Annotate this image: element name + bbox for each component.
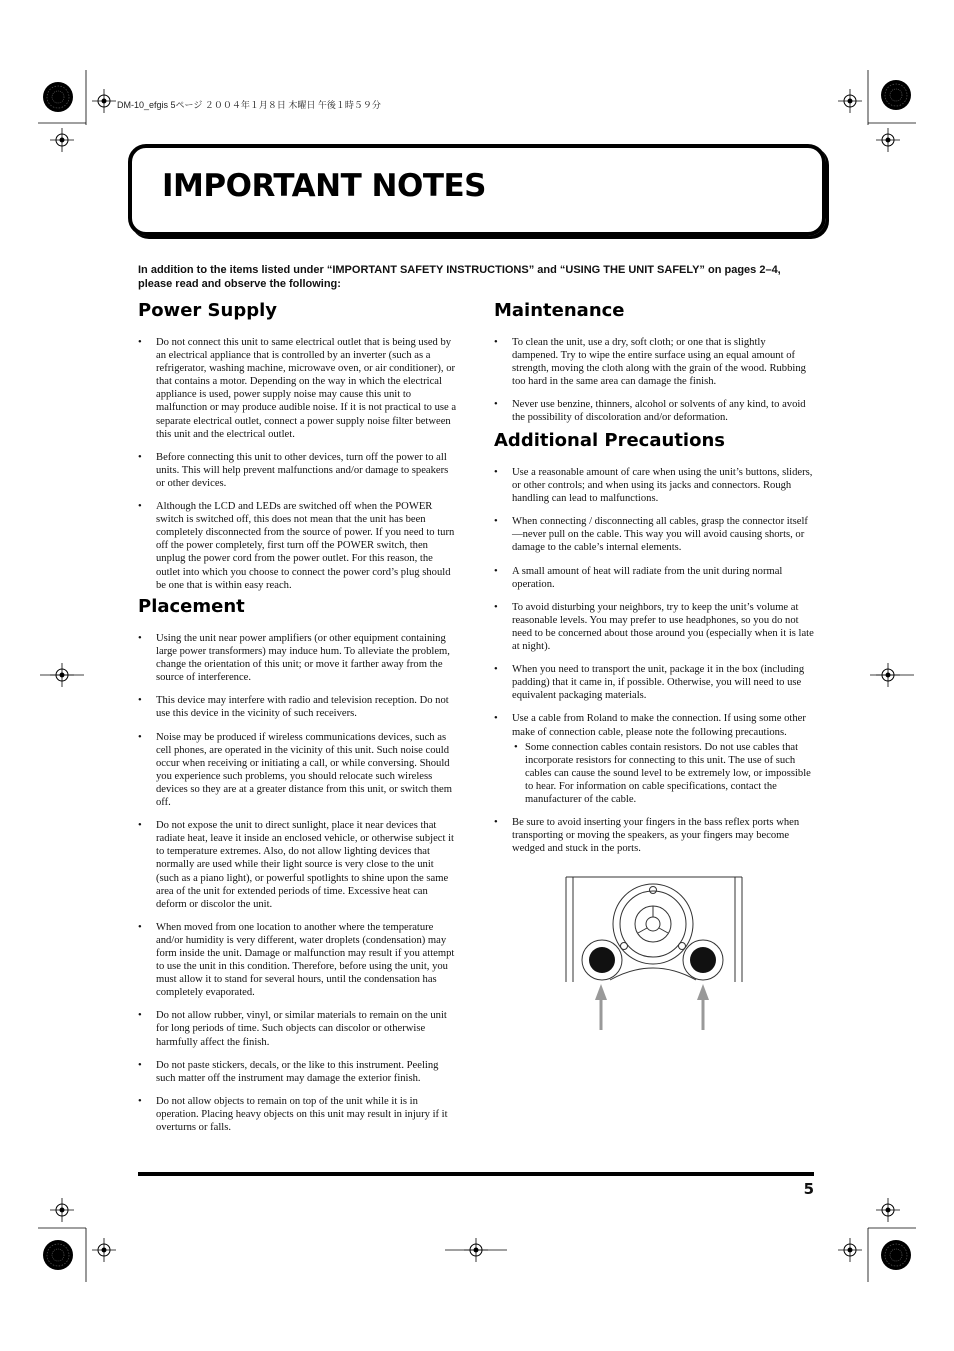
list-item: • To avoid disturbing your neighbors, try to keep the unit’s volume at reasonable levels. You may prefer to use headphones, so you do not need to be concerned about those around you (especially when it is late at night).: [494, 601, 814, 653]
list-item: • Be sure to avoid inserting your fingers in the bass reflex ports when transporting or moving the speakers, as your fingers may become wedged and stuck in the ports.: [494, 816, 814, 855]
list-item: • When connecting / disconnecting all cables, grasp the connector itself—never pull on the cable. This way you will avoid causing shorts, or damage to the cable’s internal elements.: [494, 515, 814, 554]
list-item: • When moved from one location to another where the temperature and/or humidity is very different, water droplets (condensation) may form inside the unit. Damage or malfunction may result if you attempt to use the unit in this condition. Therefore, before using the unit, you must allow it to stand for several hours, until the condensation has completely evaporated.: [138, 921, 458, 1000]
intro-paragraph: In addition to the items listed under “IMPORTANT SAFETY INSTRUCTIONS” and “USING THE UNIT SAFELY” on pages 2–4, please read and observe the following:: [138, 264, 781, 290]
list-item: • Never use benzine, thinners, alcohol or solvents of any kind, to avoid the possibility of discoloration and/or deformation.: [494, 398, 814, 424]
maintenance-list: [494, 336, 814, 425]
sub-list: [512, 741, 814, 806]
bass-reflex-port: [589, 947, 615, 973]
section-placement: [138, 596, 458, 1144]
list-item: • Do not allow objects to remain on top of the unit while it is in operation. Placing heavy objects on this unit may result in injury if it overturns or falls.: [138, 1095, 458, 1134]
section-power-supply: [138, 300, 458, 602]
list-item: • Do not expose the unit to direct sunlight, place it near devices that radiate heat, leave it inside an enclosed vehicle, or otherwise subject it to temperature extremes. Also, do not allow lighting devices that normally are used while their light source is very close to the unit (such as a piano light), or powerful spotlights to shine upon the same area of the unit for extended periods of time. Excessive heat can deform or discolor the unit.: [138, 819, 458, 911]
list-item: • Use a reasonable amount of care when using the unit’s buttons, sliders, or other controls; and when using its jacks and connectors. Rough handling can lead to malfunctions.: [494, 466, 814, 505]
list-item-text: Use a cable from Roland to make the connection. If using some other make of connection cable, please note the following precautions.: [512, 713, 806, 738]
section-maintenance: [494, 300, 814, 435]
arrow-up-icon: [595, 984, 607, 1000]
bass-reflex-port: [690, 947, 716, 973]
list-item: • Although the LCD and LEDs are switched off when the POWER switch is switched off, this does not mean that the unit has been completely disconnected from the source of power. If you need to turn off the power completely, first turn off the POWER switch, then unplug the power cord from the power outlet. For this reason, the outlet into which you choose to connect the power cord’s plug should be one that is within easy reach.: [138, 500, 458, 592]
power-supply-list: [138, 336, 458, 592]
speaker-ports-illustration: [560, 872, 750, 1032]
list-item: • To clean the unit, use a dry, soft cloth; or one that is slightly dampened. Try to wipe the entire surface using an equal amount of strength, moving the cloth along with the grain of the wood. Rubbing too hard in the same area can damage the finish.: [494, 336, 814, 388]
section-additional-precautions: [494, 430, 814, 865]
page-number: 5: [803, 1180, 814, 1198]
power-supply-heading: Power Supply: [138, 300, 277, 321]
placement-heading: Placement: [138, 596, 245, 617]
list-item: • This device may interfere with radio and television reception. Do not use this device in the vicinity of such receivers.: [138, 694, 458, 720]
sub-list-item: • Some connection cables contain resistors. Do not use cables that incorporate resistors for connecting to this unit. The use of such cables can cause the sound level to be extremely low, or impossible to hear. For information on cable specifications, contact the manufacturer of the cable.: [512, 741, 814, 806]
additional-precautions-list: [494, 466, 814, 855]
list-item: • Do not paste stickers, decals, or the like to this instrument. Peeling such matter off the instrument may damage the exterior finish.: [138, 1059, 458, 1085]
list-item: • Using the unit near power amplifiers (or other equipment containing large power transformers) may induce hum. To alleviate the problem, change the orientation of this unit; or move it farther away from the source of interference.: [138, 632, 458, 684]
list-item: • A small amount of heat will radiate from the unit during normal operation.: [494, 565, 814, 591]
list-item: • Do not connect this unit to same electrical outlet that is being used by an electrical appliance that is controlled by an inverter (such as a refrigerator, washing machine, microwave oven, or air conditioner), or that contains a motor. Depending on the way in which the electrical appliance is used, power supply noise may cause this unit to malfunction or may produce audible noise. If it is not practical to use a separate electrical outlet, connect a power supply noise filter between this unit and the electrical outlet.: [138, 336, 458, 441]
additional-precautions-heading: Additional Precautions: [494, 430, 725, 451]
print-header: DM-10_efgis 5ページ ２００４年１月８日 木曜日 午後１時５９分: [117, 100, 381, 110]
arrow-up-icon: [697, 984, 709, 1000]
list-item: • When you need to transport the unit, package it in the box (including padding) that it came in, if possible. Otherwise, you will need to use equivalent packaging materials.: [494, 663, 814, 702]
list-item: • Do not allow rubber, vinyl, or similar materials to remain on the unit for long periods of time. Such objects can discolor or otherwise harmfully affect the finish.: [138, 1009, 458, 1048]
list-item-with-sub: [494, 712, 814, 806]
list-item: • Noise may be produced if wireless communications devices, such as cell phones, are operated in the vicinity of this unit. Such noise could occur when receiving or initiating a call, or while conversing. Should you experience such problems, you should relocate such wireless devices so they are at a greater distance from this unit, or switch them off.: [138, 731, 458, 810]
placement-list: [138, 632, 458, 1134]
page-title: IMPORTANT NOTES: [162, 168, 486, 204]
maintenance-heading: Maintenance: [494, 300, 625, 321]
footer-rule: [138, 1172, 814, 1176]
list-item: • Before connecting this unit to other devices, turn off the power to all units. This will help prevent malfunctions and/or damage to speakers or other devices.: [138, 451, 458, 490]
title-box: [128, 144, 826, 236]
